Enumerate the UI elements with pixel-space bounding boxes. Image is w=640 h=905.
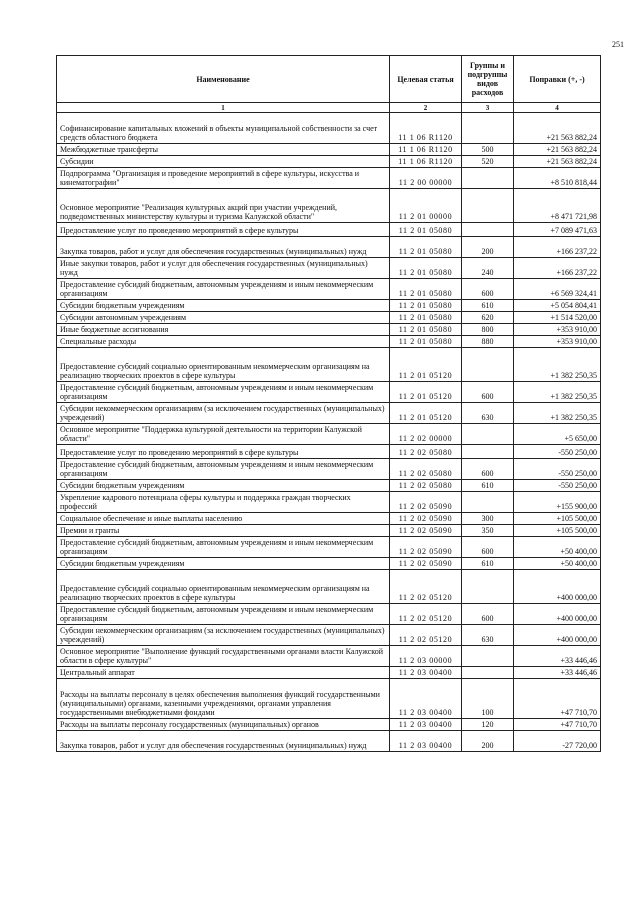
table-row [57, 424, 601, 445]
row-amount-cell: +400 000,00 [514, 625, 601, 646]
column-header-group: Группы и подгруппы видов расходов [462, 56, 514, 103]
row-amount-cell: -550 250,00 [514, 480, 601, 492]
row-group-cell [462, 348, 514, 382]
row-name-cell: Основное мероприятие "Поддержка культурной деятельности на территории Калужской области" [57, 424, 390, 445]
row-name-cell: Софинансирование капитальных вложений в объекты муниципальной собственности за счет средств областного бюджета [57, 113, 390, 144]
table-body [57, 113, 601, 752]
row-name-cell: Предоставление субсидий бюджетным, автономным учреждениям и иным некоммерческим организациям [57, 537, 390, 558]
row-target-cell: 11 2 00 00000 [390, 168, 462, 189]
row-group-cell: 200 [462, 237, 514, 258]
row-target-cell: 11 2 01 05080 [390, 312, 462, 324]
row-name-cell: Предоставление субсидий бюджетным, автономным учреждениям и иным некоммерческим организациям [57, 279, 390, 300]
row-amount-cell: +1 382 250,35 [514, 382, 601, 403]
row-target-cell: 11 2 02 05090 [390, 492, 462, 513]
row-amount-cell: +400 000,00 [514, 604, 601, 625]
table-row [57, 144, 601, 156]
row-name-cell: Предоставление субсидий социально ориентированным некоммерческим организациям на реализацию творческих проектов в сфере культуры [57, 570, 390, 604]
row-target-cell: 11 2 02 05080 [390, 459, 462, 480]
row-target-cell: 11 2 01 05080 [390, 237, 462, 258]
column-header-amount: Поправки (+, -) [514, 56, 601, 103]
table-row [57, 324, 601, 336]
row-target-cell: 11 2 01 05120 [390, 382, 462, 403]
row-name-cell: Закупка товаров, работ и услуг для обеспечения государственных (муниципальных) нужд [57, 731, 390, 752]
row-target-cell: 11 2 01 00000 [390, 189, 462, 223]
row-group-cell [462, 424, 514, 445]
row-amount-cell: +400 000,00 [514, 570, 601, 604]
table-row [57, 348, 601, 382]
table-header-row [57, 56, 601, 103]
row-name-cell: Субсидии [57, 156, 390, 168]
table-row [57, 300, 601, 312]
row-target-cell: 11 2 01 05080 [390, 300, 462, 312]
table-row [57, 258, 601, 279]
table-row [57, 667, 601, 679]
row-target-cell: 11 2 02 05080 [390, 480, 462, 492]
row-group-cell: 100 [462, 679, 514, 719]
row-target-cell: 11 2 02 05090 [390, 537, 462, 558]
row-amount-cell: +21 563 882,24 [514, 156, 601, 168]
row-group-cell: 630 [462, 403, 514, 424]
row-name-cell: Субсидии бюджетным учреждениям [57, 300, 390, 312]
row-name-cell: Предоставление услуг по проведению мероприятий в сфере культуры [57, 445, 390, 459]
row-amount-cell: +21 563 882,24 [514, 113, 601, 144]
row-group-cell: 620 [462, 312, 514, 324]
row-target-cell: 11 2 03 00400 [390, 667, 462, 679]
table-row [57, 537, 601, 558]
row-name-cell: Субсидии бюджетным учреждениям [57, 480, 390, 492]
table-row [57, 237, 601, 258]
column-number-4: 4 [514, 103, 601, 113]
row-amount-cell: -550 250,00 [514, 459, 601, 480]
table-row [57, 382, 601, 403]
row-amount-cell: +353 910,00 [514, 336, 601, 348]
row-group-cell: 600 [462, 459, 514, 480]
row-group-cell [462, 667, 514, 679]
row-group-cell: 630 [462, 625, 514, 646]
row-group-cell: 200 [462, 731, 514, 752]
row-name-cell: Укрепление кадрового потенциала сферы культуры и поддержка граждан творческих профессий [57, 492, 390, 513]
row-name-cell: Социальное обеспечение и иные выплаты населению [57, 513, 390, 525]
row-group-cell [462, 646, 514, 667]
row-group-cell: 610 [462, 480, 514, 492]
table-row [57, 625, 601, 646]
table-row [57, 113, 601, 144]
row-name-cell: Субсидии бюджетным учреждениям [57, 558, 390, 570]
row-name-cell: Субсидии автономным учреждениям [57, 312, 390, 324]
row-name-cell: Основное мероприятие "Выполнение функций государственными органами власти Калужской области в сфере культуры" [57, 646, 390, 667]
row-name-cell: Предоставление субсидий бюджетным, автономным учреждениям и иным некоммерческим организациям [57, 382, 390, 403]
row-group-cell: 520 [462, 156, 514, 168]
row-target-cell: 11 2 02 05090 [390, 513, 462, 525]
row-amount-cell: +6 569 324,41 [514, 279, 601, 300]
table-row [57, 525, 601, 537]
row-amount-cell: +5 650,00 [514, 424, 601, 445]
row-target-cell: 11 2 01 05080 [390, 324, 462, 336]
row-group-cell: 350 [462, 525, 514, 537]
table-row [57, 646, 601, 667]
column-header-target: Целевая статья [390, 56, 462, 103]
row-group-cell: 600 [462, 537, 514, 558]
row-name-cell: Расходы на выплаты персоналу в целях обеспечения выполнения функций государственными (муниципальными) органами, казенными учреждениями, органами управления государственными внебюджетными фондами [57, 679, 390, 719]
row-amount-cell: +47 710,70 [514, 679, 601, 719]
row-name-cell: Иные закупки товаров, работ и услуг для обеспечения государственных (муниципальных) нужд [57, 258, 390, 279]
row-target-cell: 11 2 01 05080 [390, 258, 462, 279]
row-target-cell: 11 2 03 00000 [390, 646, 462, 667]
table-row [57, 336, 601, 348]
table-row [57, 513, 601, 525]
row-name-cell: Расходы на выплаты персоналу государственных (муниципальных) органов [57, 719, 390, 731]
row-name-cell: Межбюджетные трансферты [57, 144, 390, 156]
row-group-cell: 600 [462, 279, 514, 300]
row-amount-cell: +155 900,00 [514, 492, 601, 513]
row-target-cell: 11 2 01 05120 [390, 403, 462, 424]
row-amount-cell: -27 720,00 [514, 731, 601, 752]
row-target-cell: 11 1 06 R1120 [390, 113, 462, 144]
row-target-cell: 11 2 03 00400 [390, 719, 462, 731]
table-row [57, 168, 601, 189]
row-name-cell: Предоставление субсидий социально ориентированным некоммерческим организациям на реализацию творческих проектов в сфере культуры [57, 348, 390, 382]
row-name-cell: Специальные расходы [57, 336, 390, 348]
row-target-cell: 11 1 06 R1120 [390, 156, 462, 168]
row-target-cell: 11 2 02 05120 [390, 625, 462, 646]
table-row [57, 223, 601, 237]
row-group-cell: 880 [462, 336, 514, 348]
row-name-cell: Центральный аппарат [57, 667, 390, 679]
row-group-cell: 610 [462, 558, 514, 570]
row-target-cell: 11 2 02 00000 [390, 424, 462, 445]
row-group-cell: 610 [462, 300, 514, 312]
row-target-cell: 11 2 02 05080 [390, 445, 462, 459]
row-group-cell [462, 570, 514, 604]
row-target-cell: 11 2 02 05120 [390, 570, 462, 604]
row-target-cell: 11 2 03 00400 [390, 731, 462, 752]
row-amount-cell: +50 400,00 [514, 537, 601, 558]
row-amount-cell: +7 089 471,63 [514, 223, 601, 237]
table-row [57, 492, 601, 513]
row-amount-cell: +21 563 882,24 [514, 144, 601, 156]
row-name-cell: Основное мероприятие "Реализация культурных акций при участии учреждений, подведомственных министерству культуры и туризма Калужской области" [57, 189, 390, 223]
page-number: 251 [612, 40, 624, 49]
row-target-cell: 11 2 02 05120 [390, 604, 462, 625]
row-target-cell: 11 2 01 05080 [390, 279, 462, 300]
row-target-cell: 11 2 03 00400 [390, 679, 462, 719]
table-row [57, 719, 601, 731]
row-group-cell [462, 445, 514, 459]
table-row [57, 403, 601, 424]
row-name-cell: Подпрограмма "Организация и проведение мероприятий в сфере культуры, искусства и кинематографии" [57, 168, 390, 189]
table-row [57, 558, 601, 570]
row-group-cell [462, 168, 514, 189]
table-row [57, 570, 601, 604]
row-amount-cell: +166 237,22 [514, 237, 601, 258]
row-amount-cell: +1 382 250,35 [514, 403, 601, 424]
row-amount-cell: +33 446,46 [514, 667, 601, 679]
row-target-cell: 11 2 01 05080 [390, 336, 462, 348]
budget-amendments-table [56, 55, 601, 752]
row-group-cell: 240 [462, 258, 514, 279]
row-amount-cell: +105 500,00 [514, 513, 601, 525]
row-name-cell: Предоставление услуг по проведению мероприятий в сфере культуры [57, 223, 390, 237]
row-name-cell: Субсидии некоммерческим организациям (за исключением государственных (муниципальных) учреждений) [57, 403, 390, 424]
table-row [57, 480, 601, 492]
table-row [57, 604, 601, 625]
row-group-cell: 600 [462, 604, 514, 625]
column-number-row [57, 103, 601, 113]
row-name-cell: Премии и гранты [57, 525, 390, 537]
row-group-cell: 120 [462, 719, 514, 731]
row-amount-cell: +8 471 721,98 [514, 189, 601, 223]
row-group-cell [462, 189, 514, 223]
row-amount-cell: +50 400,00 [514, 558, 601, 570]
table-row [57, 189, 601, 223]
table-row [57, 279, 601, 300]
column-number-2: 2 [390, 103, 462, 113]
row-group-cell: 300 [462, 513, 514, 525]
column-number-1: 1 [57, 103, 390, 113]
row-target-cell: 11 1 06 R1120 [390, 144, 462, 156]
row-amount-cell: +166 237,22 [514, 258, 601, 279]
column-number-3: 3 [462, 103, 514, 113]
row-target-cell: 11 2 01 05080 [390, 223, 462, 237]
row-amount-cell: +1 514 520,00 [514, 312, 601, 324]
table-row [57, 731, 601, 752]
table-row [57, 459, 601, 480]
row-amount-cell: +33 446,46 [514, 646, 601, 667]
table-row [57, 679, 601, 719]
row-amount-cell: +5 054 804,41 [514, 300, 601, 312]
row-group-cell [462, 223, 514, 237]
row-amount-cell: +8 510 818,44 [514, 168, 601, 189]
row-name-cell: Иные бюджетные ассигнования [57, 324, 390, 336]
row-target-cell: 11 2 02 05090 [390, 558, 462, 570]
row-amount-cell: -550 250,00 [514, 445, 601, 459]
row-name-cell: Закупка товаров, работ и услуг для обеспечения государственных (муниципальных) нужд [57, 237, 390, 258]
row-name-cell: Предоставление субсидий бюджетным, автономным учреждениям и иным некоммерческим организациям [57, 604, 390, 625]
row-amount-cell: +47 710,70 [514, 719, 601, 731]
column-header-name: Наименование [57, 56, 390, 103]
table-row [57, 156, 601, 168]
row-group-cell: 800 [462, 324, 514, 336]
row-name-cell: Субсидии некоммерческим организациям (за исключением государственных (муниципальных) учреждений) [57, 625, 390, 646]
row-amount-cell: +353 910,00 [514, 324, 601, 336]
row-group-cell: 600 [462, 382, 514, 403]
row-target-cell: 11 2 01 05120 [390, 348, 462, 382]
row-target-cell: 11 2 02 05090 [390, 525, 462, 537]
row-group-cell [462, 113, 514, 144]
row-group-cell [462, 492, 514, 513]
table-row [57, 445, 601, 459]
row-name-cell: Предоставление субсидий бюджетным, автономным учреждениям и иным некоммерческим организациям [57, 459, 390, 480]
row-group-cell: 500 [462, 144, 514, 156]
row-amount-cell: +1 382 250,35 [514, 348, 601, 382]
table-row [57, 312, 601, 324]
row-amount-cell: +105 500,00 [514, 525, 601, 537]
